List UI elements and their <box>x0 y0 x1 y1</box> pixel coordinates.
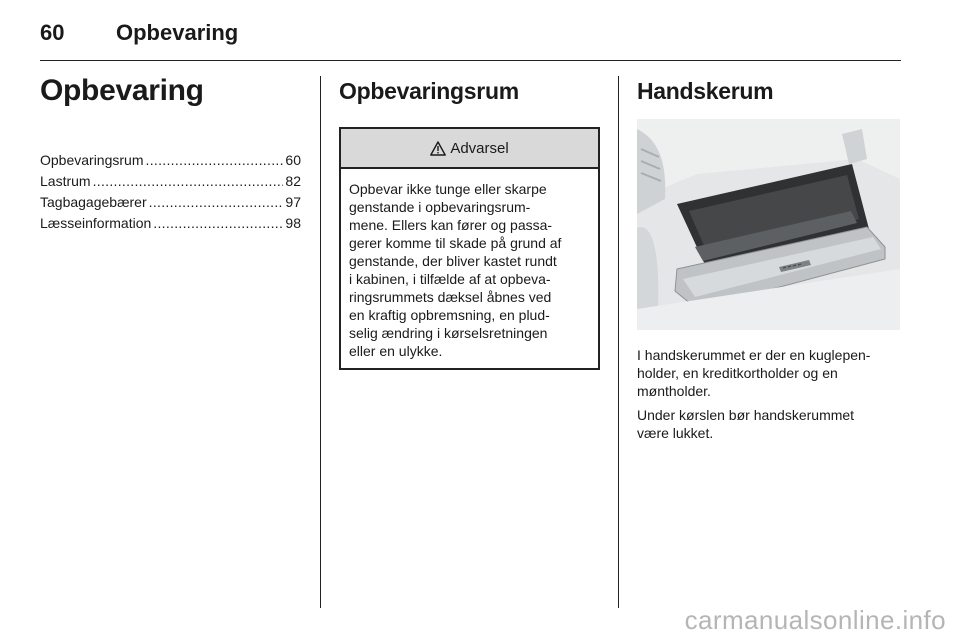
warning-line: i kabinen, i tilfælde af at opbeva- <box>349 271 551 287</box>
toc-entry-label: Tagbagagebærer <box>40 194 147 210</box>
toc-column <box>40 66 301 234</box>
toc-leader-dots <box>93 171 284 192</box>
toc-entry-page: 60 <box>285 152 301 168</box>
glovebox-column <box>637 66 900 442</box>
toc-entry-label: Opbevaringsrum <box>40 152 144 168</box>
toc-leader-dots <box>149 192 284 213</box>
glovebox-description <box>637 346 900 400</box>
storage-column <box>339 66 600 370</box>
toc-entry[interactable] <box>40 171 301 192</box>
header-title: Opbevaring <box>116 20 239 45</box>
paragraph-line: Under kørslen bør handskerummet <box>637 407 855 423</box>
table-of-contents <box>40 150 301 234</box>
warning-line: genstande i opbevaringsrum- <box>349 199 531 215</box>
warning-line: ringsrummets dæksel åbnes ved <box>349 289 552 305</box>
toc-leader-dots <box>153 213 283 234</box>
toc-entry[interactable] <box>40 213 301 234</box>
warning-line: gerer komme til skade på grund af <box>349 235 562 251</box>
toc-entry-label: Læsseinformation <box>40 215 152 231</box>
toc-entry-page: 98 <box>285 215 301 231</box>
warning-title: Advarsel <box>450 139 509 157</box>
warning-text <box>341 169 598 368</box>
chapter-title: Opbevaring <box>40 74 204 107</box>
glovebox-advice <box>637 406 900 442</box>
warning-line: selig ændring i kørselsretningen <box>349 325 548 341</box>
toc-entry-label: Lastrum <box>40 173 91 189</box>
toc-entry-page: 97 <box>285 194 301 210</box>
watermark: carmanualsonline.info <box>684 605 946 635</box>
page-header <box>40 17 238 49</box>
warning-triangle-icon <box>430 141 446 156</box>
warning-line: Opbevar ikke tunge eller skarpe <box>349 181 547 197</box>
section-title-glovebox: Handskerum <box>637 78 774 104</box>
section-title-storage: Opbevaringsrum <box>339 78 519 104</box>
paragraph-line: holder, en kreditkortholder og en <box>637 365 838 381</box>
toc-entry[interactable] <box>40 150 301 171</box>
column-divider-right <box>618 76 619 608</box>
paragraph-line: I handskerummet er der en kuglepen- <box>637 347 871 363</box>
warning-line: genstande, der bliver kastet rundt <box>349 253 557 269</box>
warning-box <box>339 127 600 370</box>
column-divider-left <box>320 76 321 608</box>
glovebox-illustration <box>637 119 900 330</box>
warning-header <box>341 129 598 169</box>
paragraph-line: møntholder. <box>637 383 711 399</box>
toc-entry-page: 82 <box>285 173 301 189</box>
toc-entry[interactable] <box>40 192 301 213</box>
warning-line: en kraftig opbremsning, en plud- <box>349 307 550 323</box>
page-number: 60 <box>40 20 65 45</box>
warning-line: mene. Ellers kan fører og passa- <box>349 217 553 233</box>
header-rule <box>40 60 901 61</box>
paragraph-line: være lukket. <box>637 425 714 441</box>
glovebox-photo <box>637 119 900 330</box>
toc-leader-dots <box>146 150 284 171</box>
warning-line: eller en ulykke. <box>349 343 443 359</box>
